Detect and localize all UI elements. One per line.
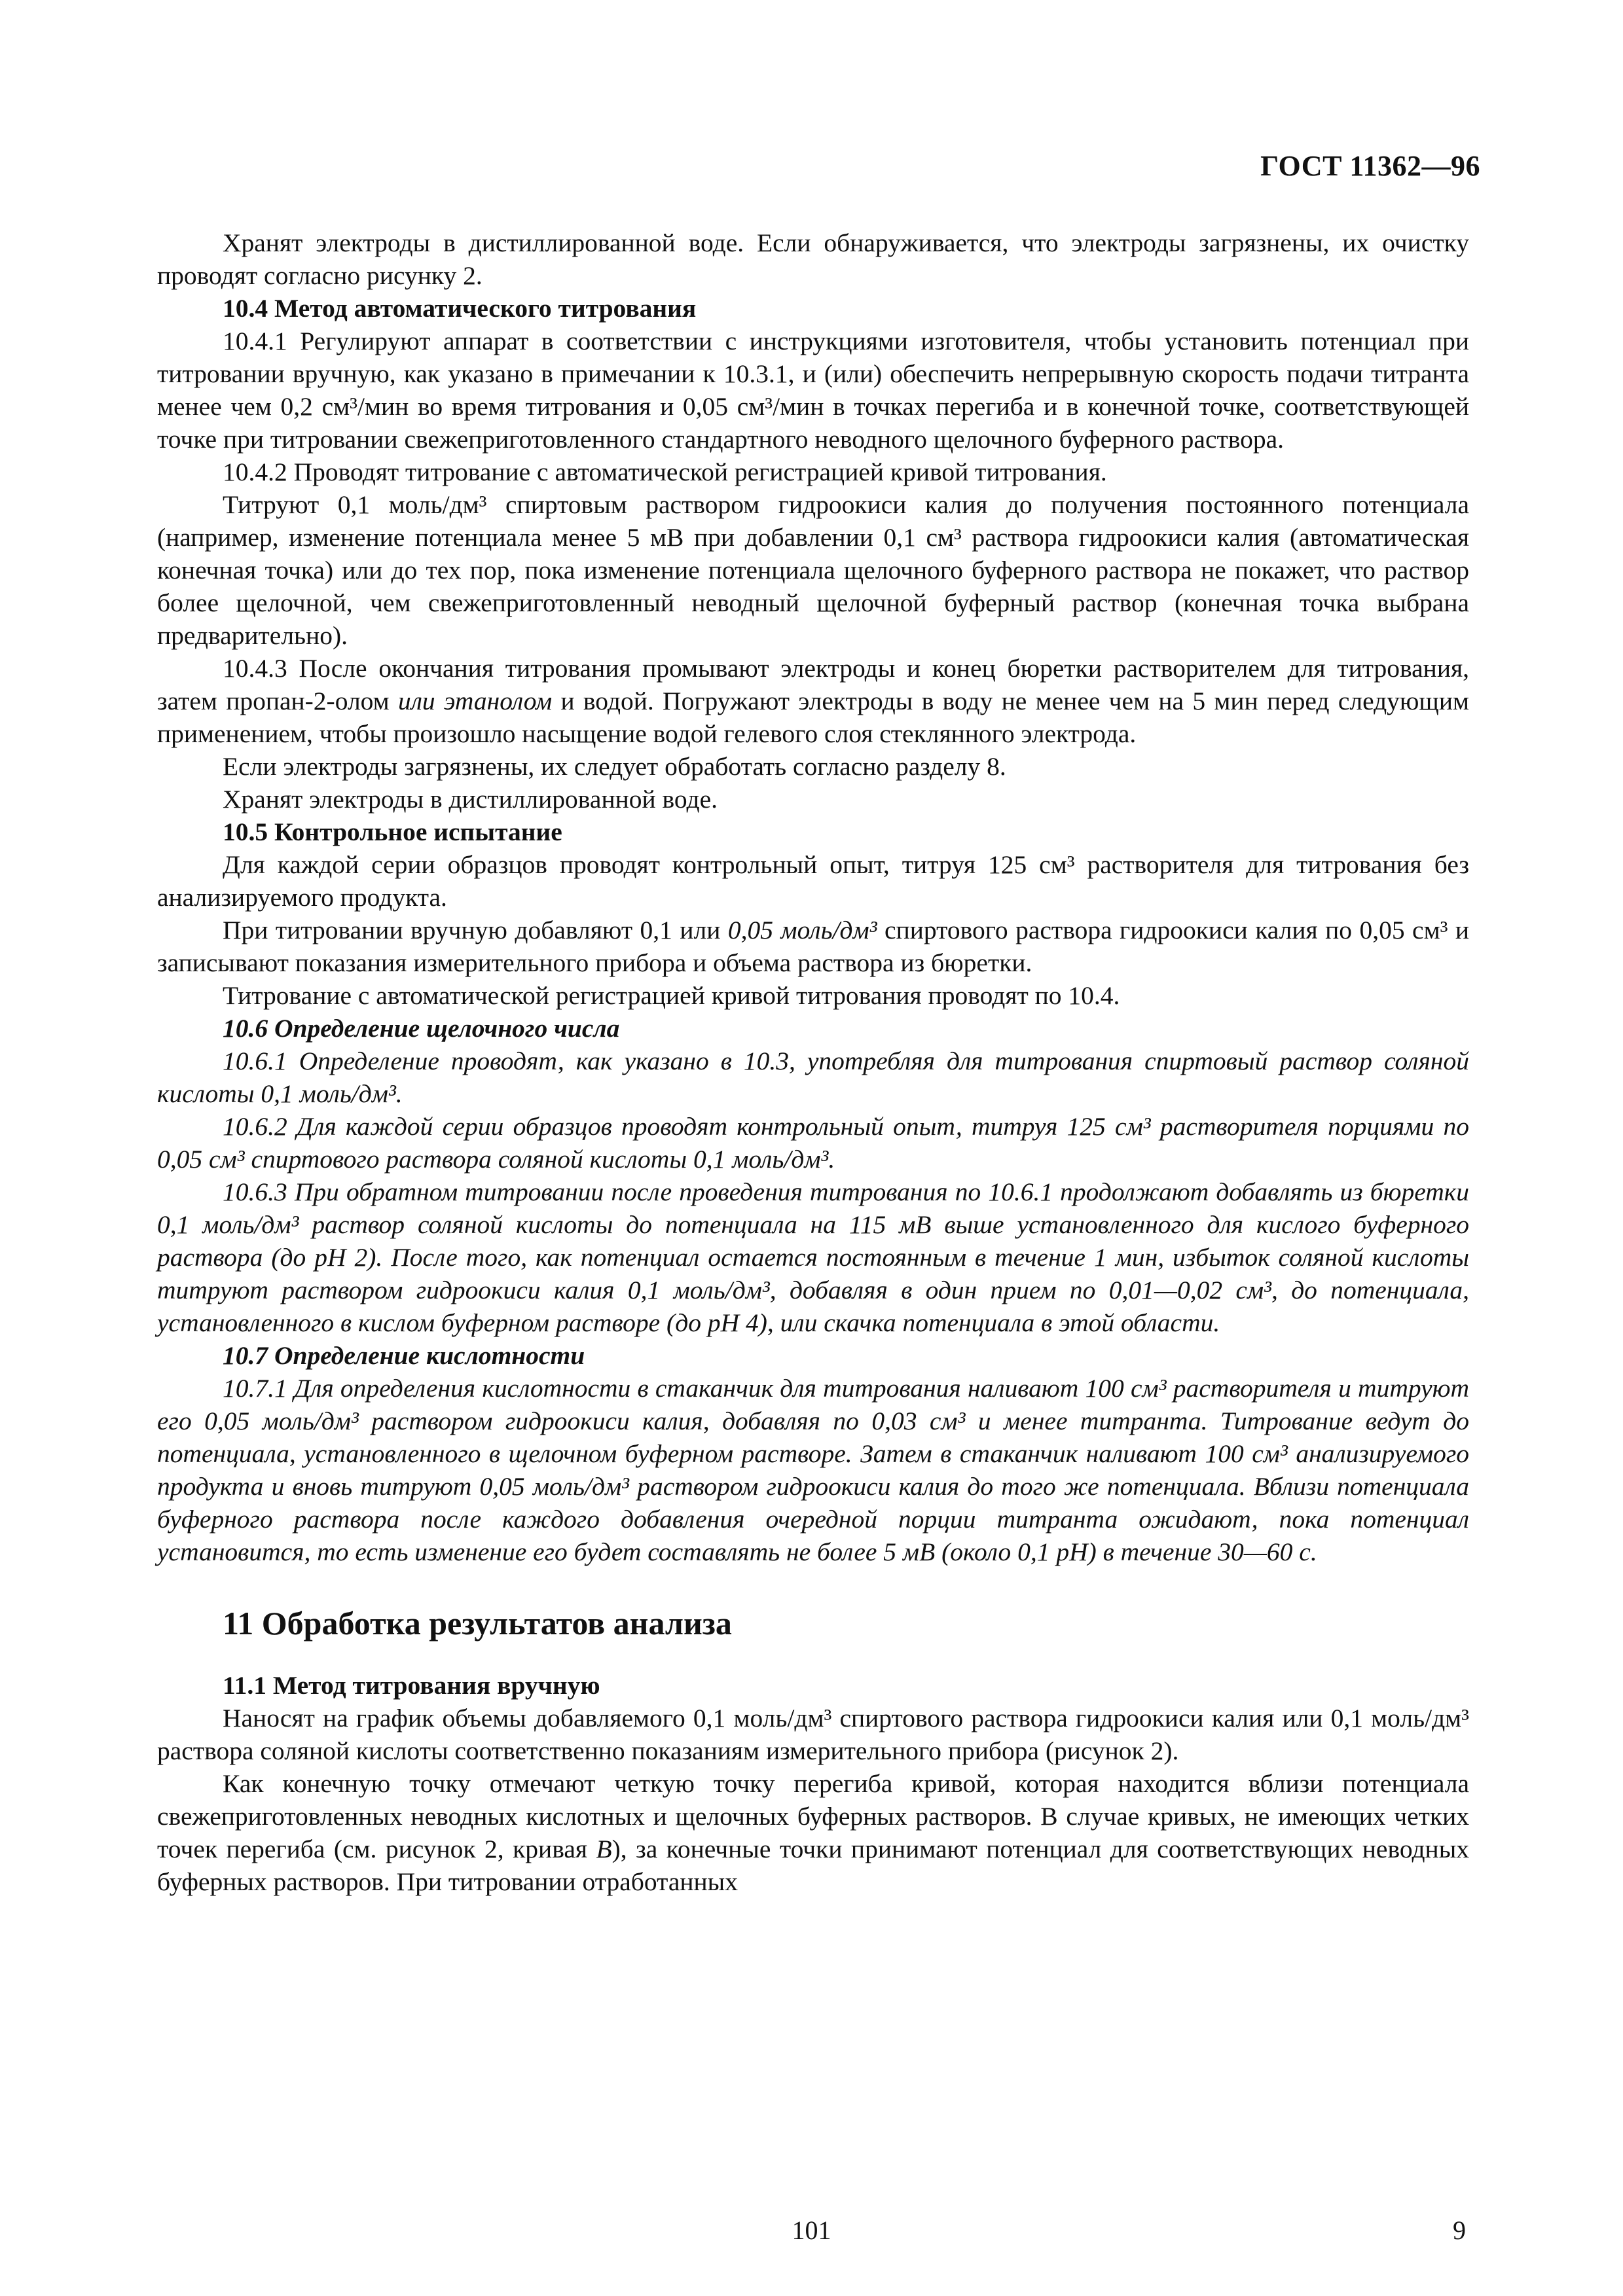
paragraph-10-6-2: 10.6.2 Для каждой серии образцов проводят контрольный опыт, титруя 125 см³ растворителя порциями по 0,05 см³ спиртового раствора соляной кислоты 0,1 моль/дм³. <box>157 1112 1469 1174</box>
paragraph-10-4-1: 10.4.1 Регулируют аппарат в соответствии с инструкциями изготовителя, чтобы установить потенциал при титровании вручную, как указано в примечании к 10.3.1, и (или) обеспечить непрерывную скорость подачи титранта менее чем 0,2 см³/мин во время титрования и 0,05 см³/мин в точках перегиба и в конечной точке, соответствующей точке при титровании свежеприготовленного стандартного неводного щелочного буферного раствора. <box>157 327 1469 454</box>
paragraph-10-6-3: 10.6.3 При обратном титровании после проведения титрования по 10.6.1 продолжают добавлять из бюретки 0,1 моль/дм³ раствор соляной кислоты до потенциала на 115 мВ выше установленного для кислого буферного раствора (до рН 2). После того, как потенциал остается постоянным в течение 1 мин, избыток соляной кислоты титруют раствором гидроокиси калия 0,1 моль/дм³, добавляя в один прием по 0,01—0,02 см³, до потенциала, установленного в кислом буферном растворе (до рН 4), или скачка потенциала в этой области. <box>157 1177 1469 1337</box>
subsection-heading-10-4: 10.4 Метод автоматического титрования <box>223 294 697 323</box>
paragraph-10-4-3: 10.4.3 После окончания титрования промывают электроды и конец бюретки растворителем для титрования, затем пропан-2-олом или этанолом и водой. Погружают электроды в воду не менее чем на 5 мин перед следующим применением, чтобы произошло насыщение водой гелевого слоя стеклянного электрода. <box>157 654 1469 748</box>
subsection-heading-10-5: 10.5 Контрольное испытание <box>223 817 562 846</box>
paragraph: Если электроды загрязнены, их следует обработать согласно разделу 8. <box>223 752 1006 781</box>
paragraph-10-4-2: 10.4.2 Проводят титрование с автоматической регистрацией кривой титрования. <box>223 457 1107 486</box>
paragraph: Хранят электроды в дистиллированной воде. Если обнаруживается, что электроды загрязнены, их очистку проводят согласно рисунку 2. <box>157 228 1469 290</box>
paragraph-10-6-1: 10.6.1 Определение проводят, как указано в 10.3, употребляя для титрования спиртовый раствор соляной кислоты 0,1 моль/дм³. <box>157 1047 1469 1108</box>
paragraph: Для каждой серии образцов проводят контрольный опыт, титруя 125 см³ растворителя для титрования без анализируемого продукта. <box>157 850 1469 912</box>
paragraph: Хранят электроды в дистиллированной воде. <box>223 785 718 814</box>
subsection-heading-10-6: 10.6 Определение щелочного числа <box>223 1014 620 1043</box>
paragraph: Наносят на график объемы добавляемого 0,1 моль/дм³ спиртового раствора гидроокиси калия или 0,1 моль/дм³ раствора соляной кислоты соответственно показаниям измерительного прибора (рисунок 2). <box>157 1704 1469 1765</box>
page-number-right: 9 <box>1453 2215 1466 2245</box>
paragraph-10-7-1: 10.7.1 Для определения кислотности в стаканчик для титрования наливают 100 см³ растворителя и титруют его 0,05 моль/дм³ раствором гидроокиси калия, добавляя по 0,03 см³ и менее титранта. Титрование ведут до потенциала, установленного в щелочном буферном растворе. Затем в стаканчик наливают 100 см³ анализируемого продукта и вновь титруют 0,05 моль/дм³ раствором гидроокиси калия до того же потенциала. Вблизи потенциала буферного раствора после каждого добавления очередной порции титранта ожидают, пока потенциал установится, то есть изменение его будет составлять не более 5 мВ (около 0,1 рН) в течение 30—60 с. <box>157 1374 1469 1566</box>
section-title-11: 11 Обработка результатов анализа <box>223 1605 732 1641</box>
document-body <box>157 226 1469 1898</box>
paragraph: При титровании вручную добавляют 0,1 или 0,05 моль/дм³ спиртового раствора гидроокиси калия по 0,05 см³ и записывают показания измерительного прибора и объема раствора из бюретки. <box>157 916 1469 977</box>
subsection-heading-11-1: 11.1 Метод титрования вручную <box>223 1671 600 1700</box>
paragraph: Как конечную точку отмечают четкую точку перегиба кривой, которая находится вблизи потенциала свежеприготовленных неводных кислотных и щелочных буферных растворов. В случае кривых, не имеющих четких точек перегиба (см. рисунок 2, кривая В), за конечные точки принимают потенциал для соответствующих неводных буферных растворов. При титровании отработанных <box>157 1769 1469 1896</box>
paragraph: Титрование с автоматической регистрацией кривой титрования проводят по 10.4. <box>223 981 1120 1010</box>
document-code: ГОСТ 11362—96 <box>1260 150 1480 182</box>
paragraph: Титруют 0,1 моль/дм³ спиртовым раствором гидроокиси калия до получения постоянного потенциала (например, изменение потенциала менее 5 мВ при добавлении 0,1 см³ раствора гидроокиси калия (автоматическая конечная точка) или до тех пор, пока изменение потенциала щелочного буферного раствора не покажет, что раствор более щелочной, чем свежеприготовленный неводный щелочной буферный раствор (конечная точка выбрана предварительно). <box>157 490 1469 650</box>
page-number-center: 101 <box>792 2215 831 2245</box>
subsection-heading-10-7: 10.7 Определение кислотности <box>223 1341 585 1370</box>
